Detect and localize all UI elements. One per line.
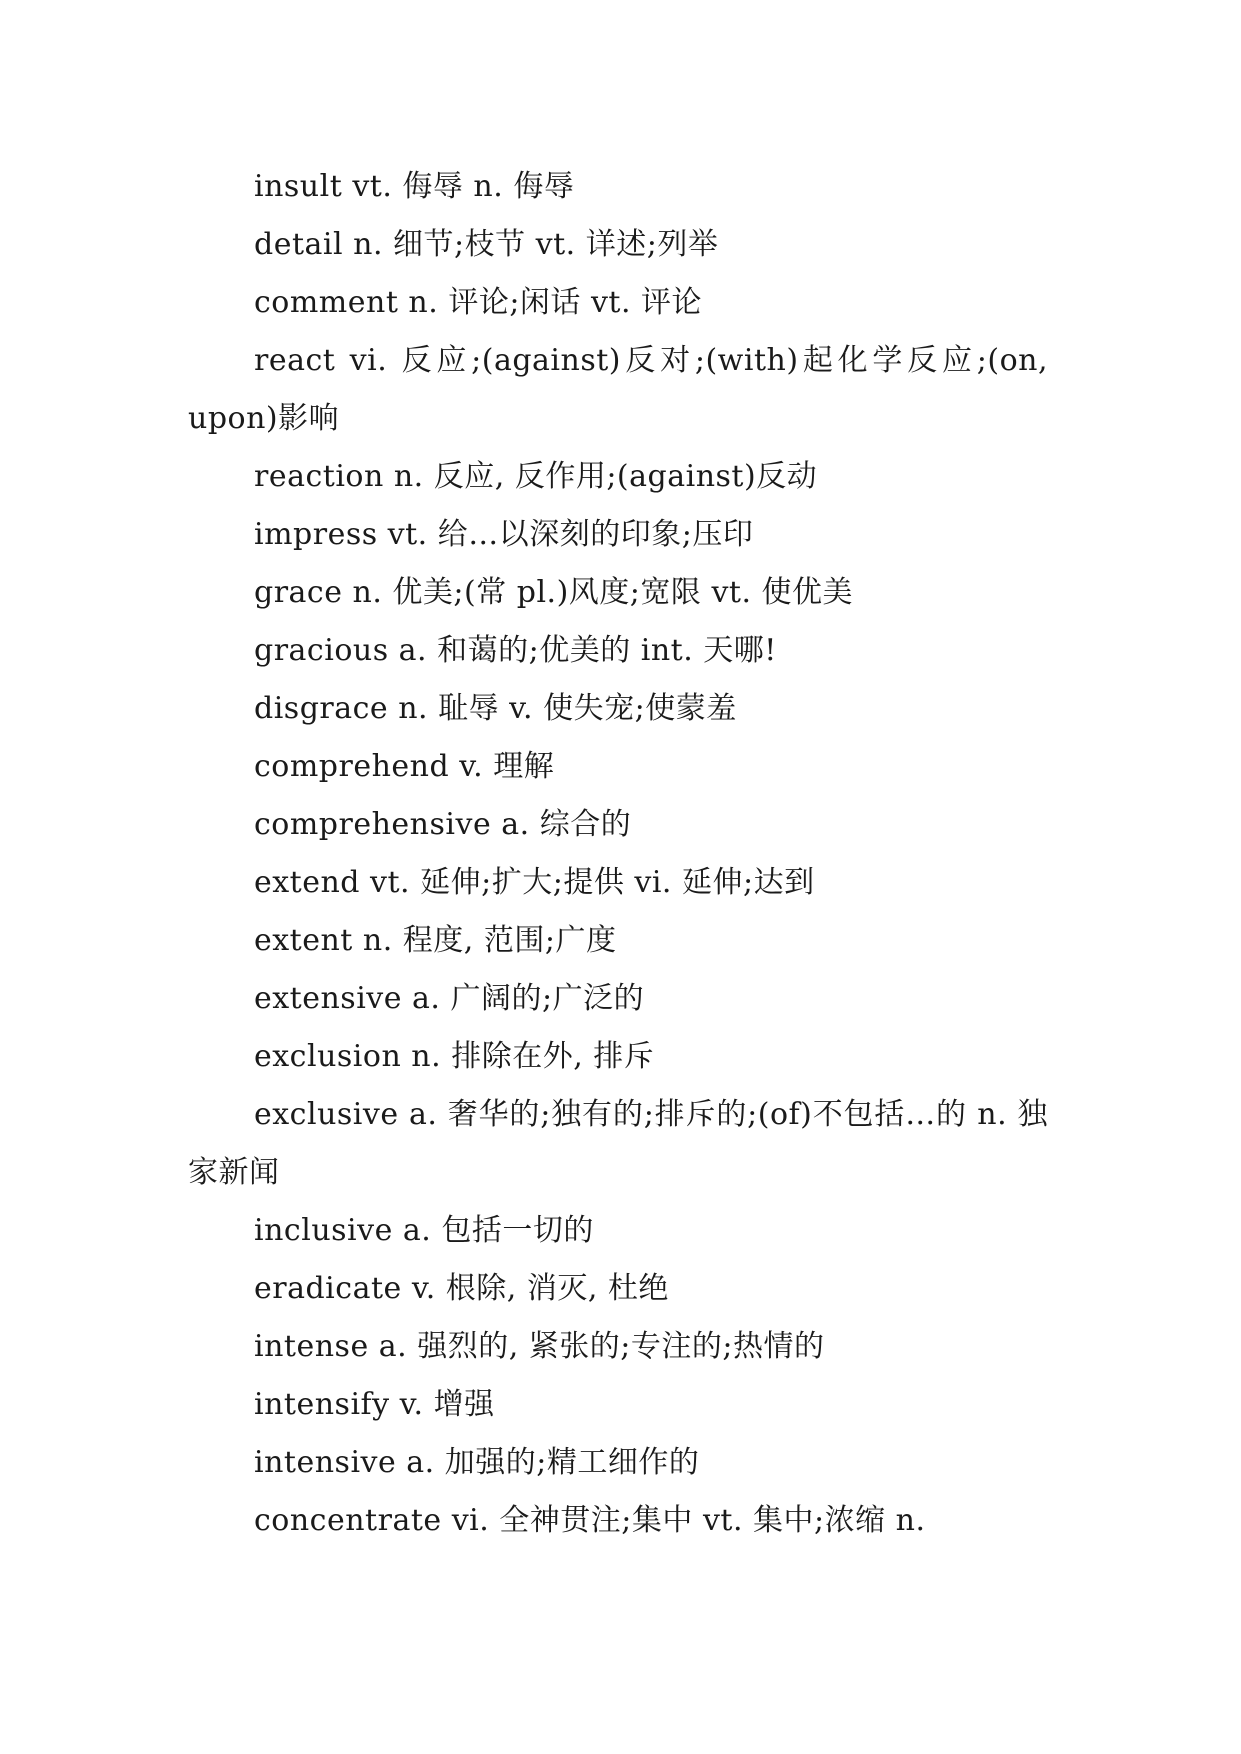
vocab-entry: intensive a. 加强的;精工细作的 <box>254 1445 700 1480</box>
vocab-entry: exclusion n. 排除在外, 排斥 <box>254 1039 655 1074</box>
vocab-entry: comment n. 评论;闲话 vt. 评论 <box>254 285 703 320</box>
vocab-entry: intensify v. 增强 <box>254 1387 495 1422</box>
vocab-entry: comprehensive a. 综合的 <box>254 807 632 842</box>
vocab-entry: extend vt. 延伸;扩大;提供 vi. 延伸;达到 <box>254 865 815 900</box>
vocab-entry: comprehend v. 理解 <box>254 749 555 784</box>
vocab-entry: grace n. 优美;(常 pl.)风度;宽限 vt. 使优美 <box>254 575 854 610</box>
vocab-entry: inclusive a. 包括一切的 <box>254 1213 594 1248</box>
vocab-entry: extensive a. 广阔的;广泛的 <box>254 981 645 1016</box>
vocab-entry: react vi. 反应;(against)反对;(with)起化学反应;(on, upon)影响 <box>188 343 1048 436</box>
vocab-entry: disgrace n. 耻辱 v. 使失宠;使蒙羞 <box>254 691 737 726</box>
vocab-entry: insult vt. 侮辱 n. 侮辱 <box>254 169 575 204</box>
vocab-entry: exclusive a. 奢华的;独有的;排斥的;(of)不包括…的 n. 独家新闻 <box>188 1097 1048 1190</box>
vocabulary-list <box>188 158 1048 1550</box>
vocab-entry: extent n. 程度, 范围;广度 <box>254 923 617 958</box>
vocab-entry: intense a. 强烈的, 紧张的;专注的;热情的 <box>254 1329 825 1364</box>
vocab-entry: detail n. 细节;枝节 vt. 详述;列举 <box>254 227 719 262</box>
vocab-entry: concentrate vi. 全神贯注;集中 vt. 集中;浓缩 n. <box>254 1503 926 1538</box>
vocab-entry: eradicate v. 根除, 消灭, 杜绝 <box>254 1271 669 1306</box>
vocab-entry: reaction n. 反应, 反作用;(against)反动 <box>254 459 818 494</box>
vocab-entry: gracious a. 和蔼的;优美的 int. 天哪! <box>254 633 777 668</box>
vocab-entry: impress vt. 给…以深刻的印象;压印 <box>254 517 754 552</box>
